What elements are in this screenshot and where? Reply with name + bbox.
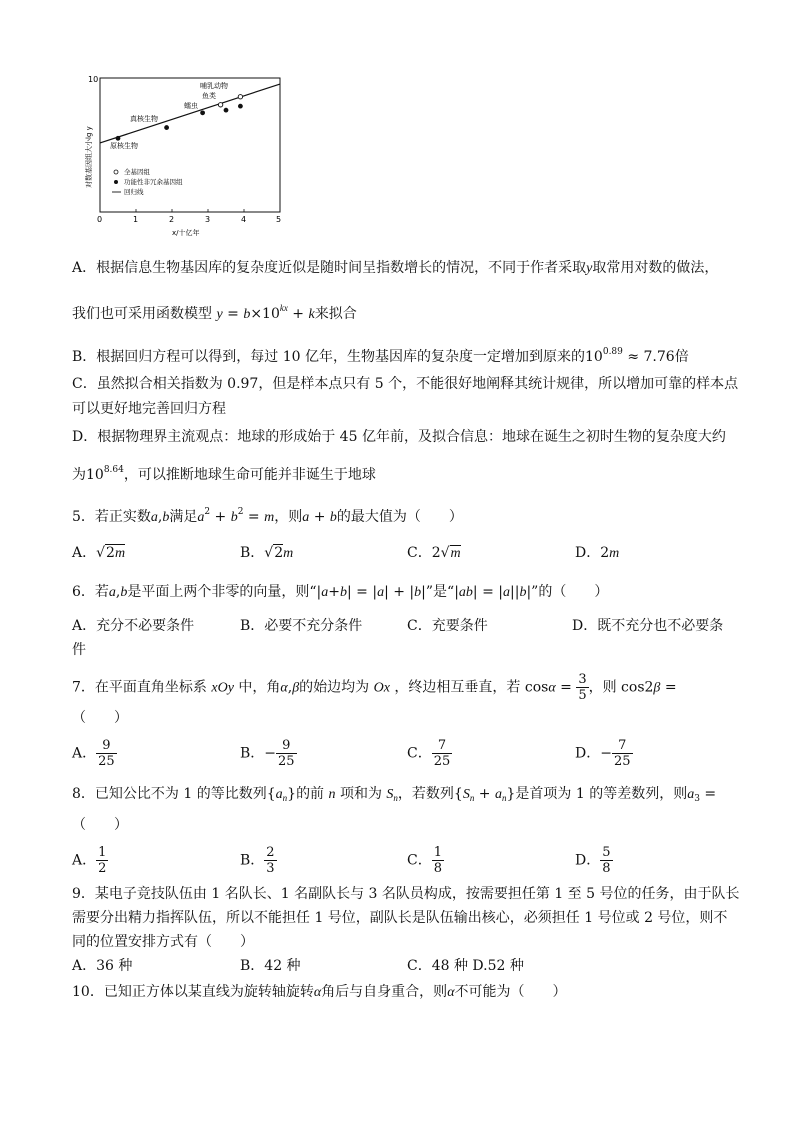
q7-option-c: C． $\frac{7}{25}$ (407, 738, 451, 769)
label-worm: 蠕虫 (184, 102, 198, 110)
q8-stem-5: 是首项为 1 的等差数列，则 (515, 786, 688, 802)
q7-paren: （ ） (72, 710, 128, 726)
q4-b-text: B．根据回归方程可以得到，每过 10 亿年，生物基因库的复杂度一定增加到原来的 (72, 349, 586, 365)
q8-option-c: C． $\frac{1}{8}$ (407, 845, 442, 876)
q8-c-label: C． (407, 852, 432, 869)
q8-stem-3: 项和为 (339, 786, 382, 802)
q4-a-text: A．根据信息生物基因库的复杂度近似是随时间呈指数增长的情况，不同于作者采取 (72, 260, 587, 276)
q5-stem-1: 5．若正实数 (72, 509, 151, 525)
q7-stem-2: 中，角 (238, 679, 281, 696)
q7-option-a: A． $\frac{9}{25}$ (72, 738, 115, 769)
q9-option-b: B．42 种 (240, 958, 301, 974)
data-point-open (238, 95, 242, 99)
q8-stem-1: 8．已知公比不为 1 的等比数列 (72, 786, 267, 802)
q5-stem: 5．若正实数a,b满足$a^2 + b^2 = m$，则a + b的最大值为（ ） (72, 507, 463, 525)
q4-b-text2: 倍 (674, 349, 689, 365)
q6-stem-3: ”是“ (425, 584, 455, 600)
x-tick-label: 0 (97, 215, 103, 224)
figure-series-labels (110, 81, 228, 150)
q5-stem-4: 的最大值为（ ） (336, 509, 463, 525)
q5-a-label: A． (72, 545, 97, 561)
q4-option-c1: C．虽然拟合相关指数为 0.97，但是样本点只有 5 个，不能很好地阐释其统计规律，所以增加可靠的样本点 (72, 376, 739, 392)
label-mammal: 哺乳动物 (200, 82, 228, 90)
q5-stem-2: 满足 (169, 509, 198, 525)
q6-stem-4: ”的（ ） (531, 584, 609, 600)
q6-option-a: A．充分不必要条件 (72, 618, 195, 634)
x-tick-label: 5 (276, 215, 282, 224)
q10-stem-3: 不可能为（ ） (454, 984, 567, 1000)
q4-d-text: 为 (72, 467, 86, 483)
data-point-filled (238, 104, 243, 109)
figure-ylabel: 对数基因组大小lg y (85, 126, 93, 188)
q6-option-d: D．既不充分也不必要条 (572, 618, 724, 634)
q7-b-label: B． (240, 745, 265, 762)
data-point-filled (224, 108, 229, 113)
legend-open-circle-icon (114, 170, 118, 174)
x-tick-label: 4 (241, 215, 247, 224)
q4-option-a-line1: A．根据信息生物基因库的复杂度近似是随时间呈指数增长的情况，不同于作者采取y取常用对数的做法， (72, 260, 719, 276)
q4-option-d2: 为$10^{8.64}$，可以推断地球生命可能并非诞生于地球 (72, 465, 376, 483)
q8-option-b: B． $\frac{2}{3}$ (240, 845, 275, 876)
q7-stem-1: 7．在平面直角坐标系 (72, 679, 207, 696)
q8-stem-4: ，若数列 (397, 786, 454, 802)
q7-stem-5: ，则 (588, 679, 617, 696)
q6-option-c: C．充要条件 (407, 618, 488, 634)
q5-option-b: B．√2m (240, 545, 294, 561)
figure-marks (100, 84, 280, 143)
q9-line1: 9．某电子竞技队伍由 1 名队长、1 名副队长与 3 名队员构成，按需要担任第 1 至 5 号位的任务，由于队长 (72, 886, 740, 902)
q7-option-d: D．− $\frac{7}{25}$ (575, 738, 631, 769)
data-point-filled (116, 136, 121, 141)
x-tick-label: 3 (205, 215, 211, 224)
q7-stem: 7．在平面直角坐标系 xOy 中，角α,β的始边均为 Ox ，终边相互垂直，若 cosα = $\frac{3}{5}$ ，则 cos2β = (72, 672, 677, 703)
q4-a-text3: 我们也可采用函数模型 (72, 306, 212, 322)
q8-b-label: B． (240, 852, 265, 869)
x-tick-label: 2 (169, 215, 175, 224)
q8-stem-2: 的前 (296, 786, 325, 802)
q5-option-d: D．2m (575, 545, 620, 561)
q9-option-a: A．36 种 (72, 958, 133, 974)
label-eukaryote: 真核生物 (130, 115, 158, 123)
x-tick-label: 1 (133, 215, 139, 224)
q9-option-c: C．48 种 D.52 种 (407, 958, 524, 974)
q10-stem-1: 10．已知正方体以某直线为旋转轴旋转 (72, 984, 314, 1000)
q7-option-b: B．− $\frac{9}{25}$ (240, 738, 295, 769)
legend-item: 功能性非冗余基因组 (124, 178, 183, 186)
q6-option-d-wrap: 件 (72, 642, 86, 658)
q4-a-text4: 来拟合 (314, 306, 357, 322)
q6-stem-2: 是平面上两个非零的向量，则“ (127, 584, 317, 600)
q7-stem-3: 的始边均为 (299, 679, 370, 696)
q5-stem-3: ，则 (274, 509, 303, 525)
q7-c-label: C． (407, 745, 432, 762)
q5-option-c: C．2√m (407, 545, 461, 561)
q9-line2: 需要分出精力指挥队伍，所以不能担任 1 号位，副队长是队伍输出核心，必须担任 1 号位或 2 号位，则不 (72, 910, 728, 926)
q8-paren: （ ） (72, 817, 128, 833)
legend-item: 全基因组 (124, 168, 150, 176)
q10-stem: 10．已知正方体以某直线为旋转轴旋转α角后与自身重合，则α不可能为（ ） (72, 984, 567, 1000)
data-point-filled (200, 110, 205, 115)
figure-y-top: 10 (88, 75, 99, 84)
q10-stem-2: 角后与自身重合，则 (321, 984, 448, 1000)
q4-a-text2: 取常用对数的做法， (592, 260, 719, 276)
legend-item: 回归线 (124, 188, 144, 196)
q5-b-label: B． (240, 545, 265, 561)
label-prokaryote: 原核生物 (110, 142, 138, 150)
regression-figure (78, 70, 288, 240)
figure-x-ticks (97, 215, 281, 224)
q5-option-a: A．√2m (72, 545, 126, 561)
q8-d-label: D． (575, 852, 601, 869)
q7-a-label: A． (72, 745, 97, 762)
q9-line3: 同的位置安排方式有（ ） (72, 934, 254, 950)
q7-stem-4: ，终边相互垂直，若 (394, 679, 521, 696)
q4-option-b: B．根据回归方程可以得到，每过 10 亿年，生物基因库的复杂度一定增加到原来的$10^{0.89} \approx 7.76$倍 (72, 347, 689, 365)
q6-stem: 6．若a,b是平面上两个非零的向量，则“|a+b| = |a| + |b|”是“|ab| = |a||b|”的（ ） (72, 584, 609, 600)
q8-stem: 8．已知公比不为 1 的等比数列$\{a_n\}$的前 n 项和为 $S_n$，若数列$\{S_n + a_n\}$是首项为 1 的等差数列，则$a_3$ = (72, 786, 717, 804)
q4-d-text2: ，可以推断地球生命可能并非诞生于地球 (123, 467, 376, 483)
label-fish: 鱼类 (202, 92, 216, 100)
q8-a-label: A． (72, 852, 97, 869)
q7-d-label: D． (575, 745, 601, 762)
q8-option-d: D． $\frac{5}{8}$ (575, 845, 611, 876)
q4-option-a-line2: 我们也可采用函数模型 $y = b\times 10^{kx} + k$来拟合 (72, 303, 357, 322)
q5-c-label: C． (407, 545, 432, 561)
figure-xlabel: x/十亿年 (172, 229, 200, 237)
q5-d-label: D． (575, 545, 601, 561)
data-point-filled (164, 125, 169, 130)
q4-option-c2: 可以更好地完善回归方程 (72, 401, 226, 417)
q6-stem-1: 6．若 (72, 584, 109, 600)
q6-option-b: B．必要不充分条件 (240, 618, 363, 634)
figure-legend (112, 167, 183, 196)
legend-filled-circle-icon (114, 180, 118, 184)
q8-option-a: A． $\frac{1}{2}$ (72, 845, 107, 876)
data-point-open (218, 103, 222, 107)
regression-line (100, 84, 280, 143)
q4-option-d1: D．根据物理界主流观点：地球的形成始于 45 亿年前，及拟合信息：地球在诞生之初时生物的复杂度大约 (72, 429, 726, 445)
